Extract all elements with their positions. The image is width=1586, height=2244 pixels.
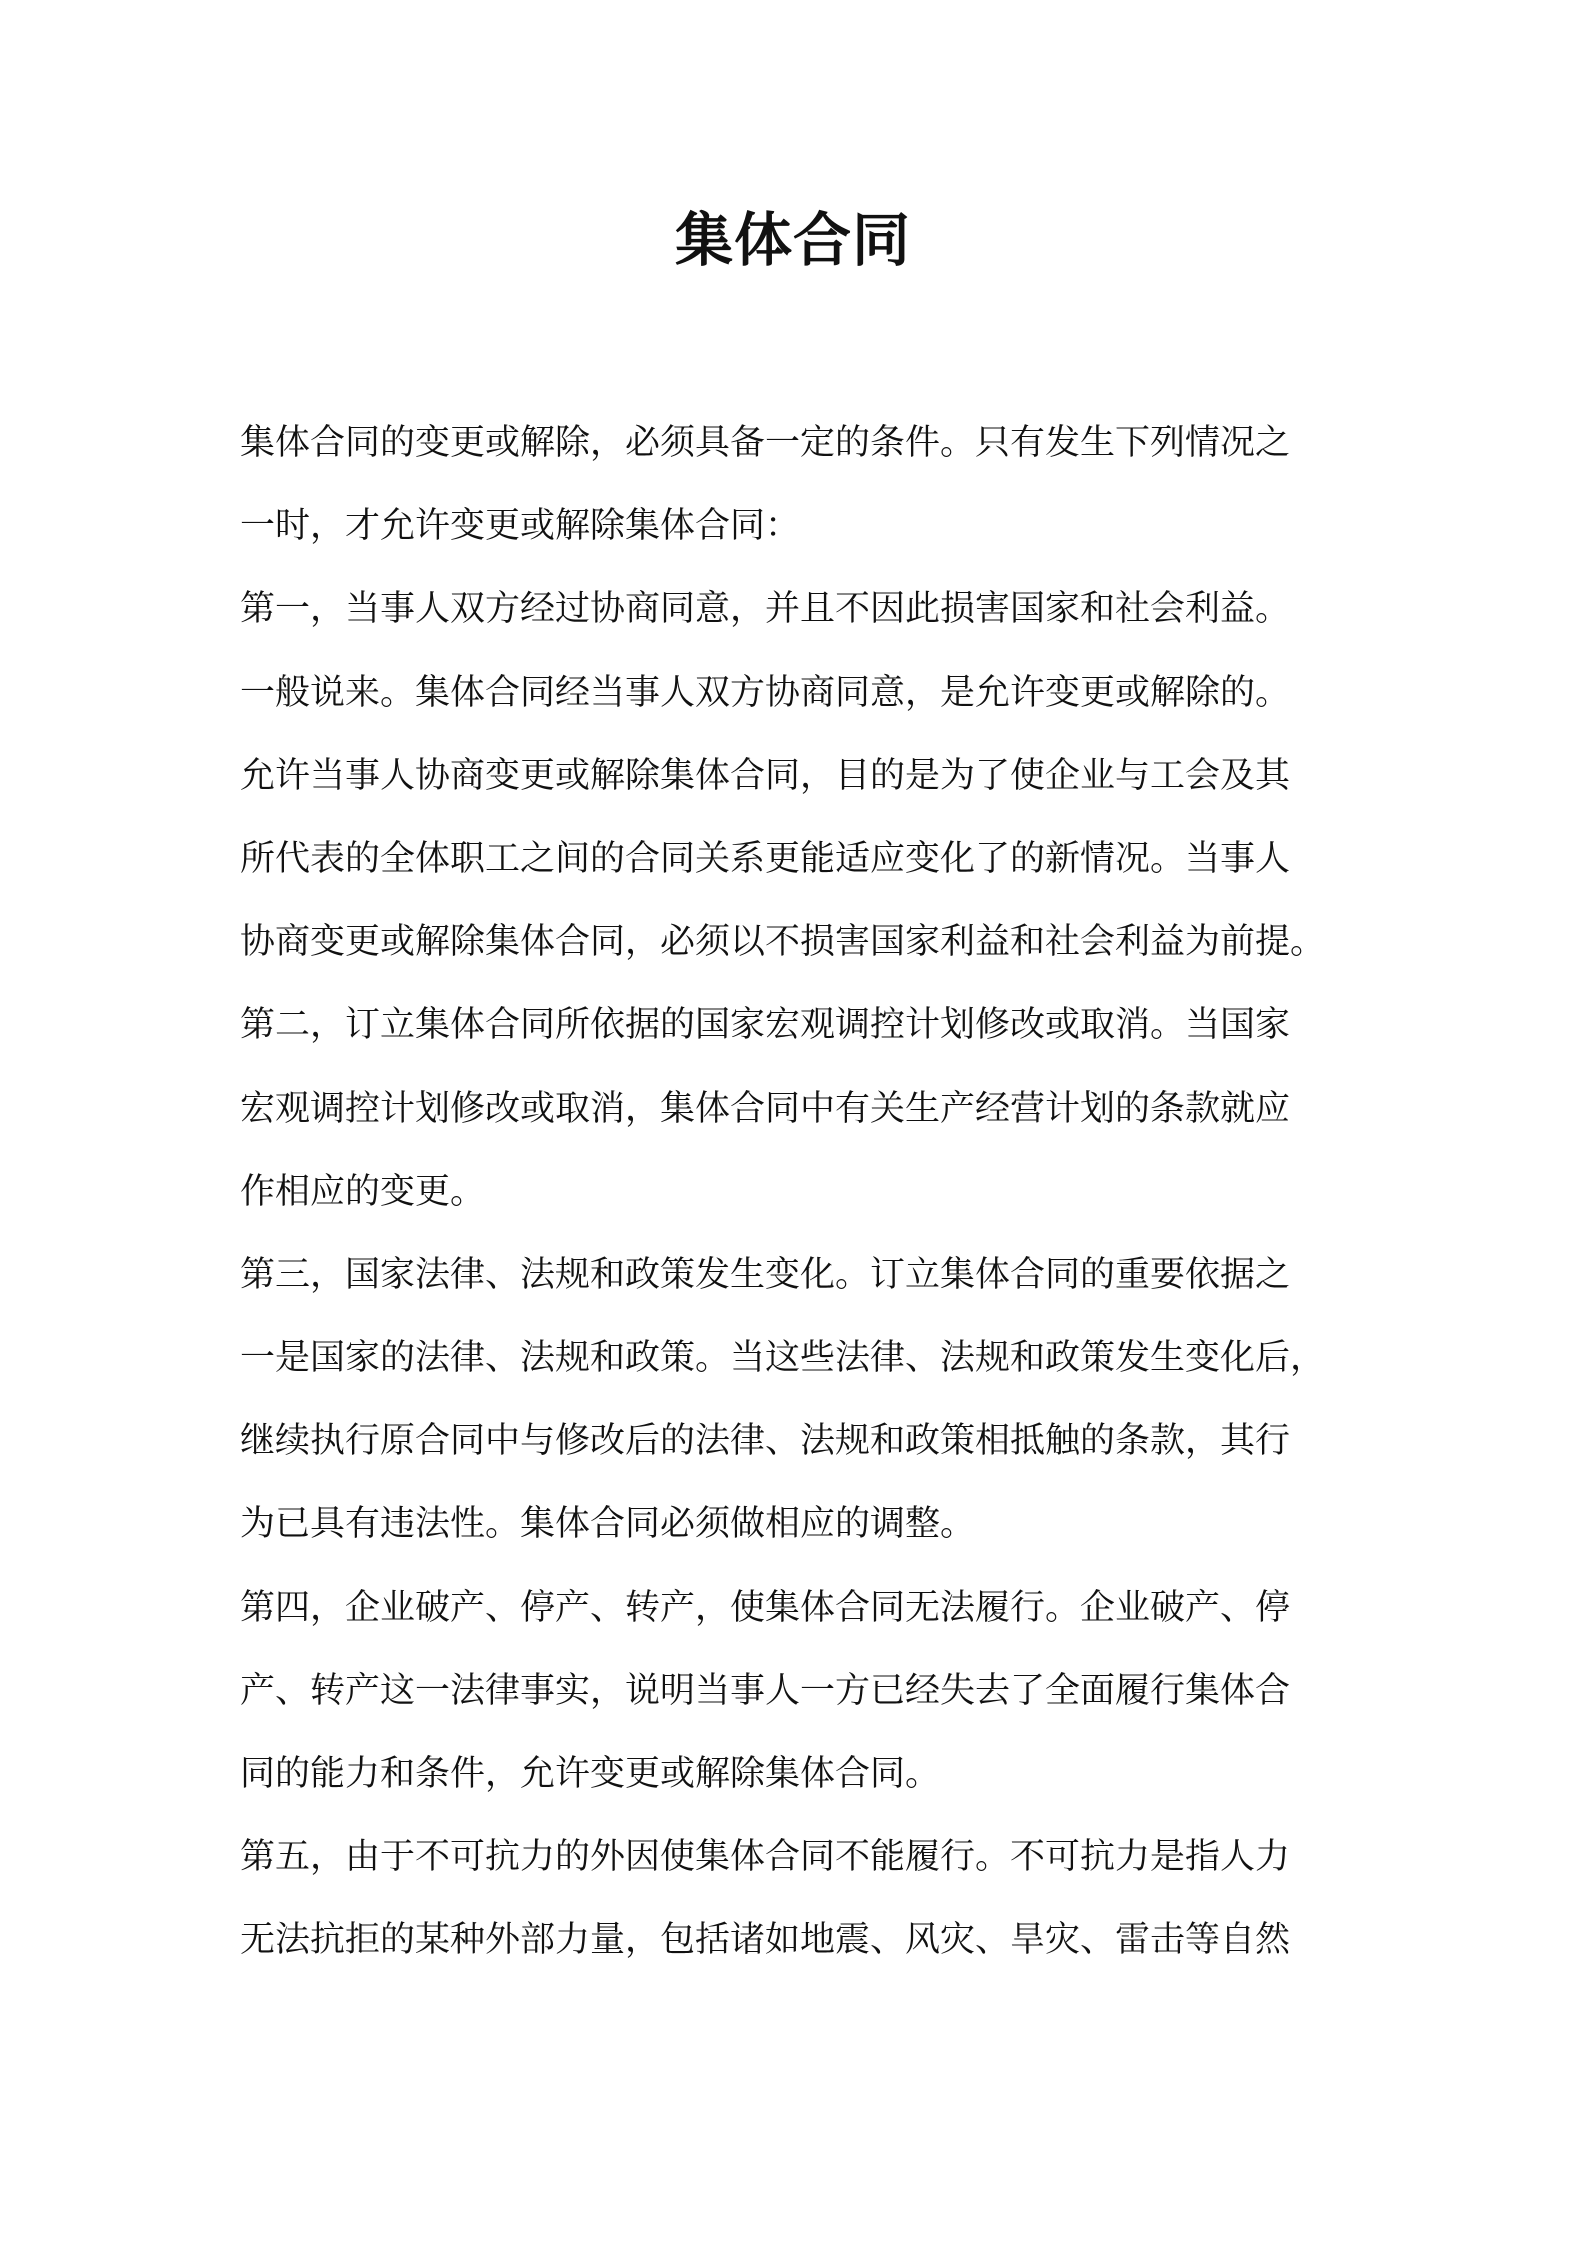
document-title: 集体合同 xyxy=(674,206,911,274)
body-line: 一般说来。集体合同经当事人双方协商同意，是允许变更或解除的。 xyxy=(240,672,1291,713)
body-line: 无法抗拒的某种外部力量，包括诸如地震、风灾、旱灾、雷击等自然 xyxy=(240,1920,1291,1961)
body-line: 第五，由于不可抗力的外因使集体合同不能履行。不可抗力是指人力 xyxy=(240,1837,1291,1878)
body-line: 宏观调控计划修改或取消，集体合同中有关生产经营计划的条款就应 xyxy=(240,1088,1291,1129)
body-line: 第二，订立集体合同所依据的国家宏观调控计划修改或取消。当国家 xyxy=(240,1005,1291,1046)
body-line: 为已具有违法性。集体合同必须做相应的调整。 xyxy=(240,1504,976,1545)
body-line: 一是国家的法律、法规和政策。当这些法律、法规和政策发生变化后， xyxy=(240,1338,1326,1379)
body-line: 允许当事人协商变更或解除集体合同，目的是为了使企业与工会及其 xyxy=(240,755,1291,796)
document-body xyxy=(240,402,1360,1983)
body-line: 同的能力和条件，允许变更或解除集体合同。 xyxy=(240,1754,941,1794)
body-line: 所代表的全体职工之间的合同关系更能适应变化了的新情况。当事人 xyxy=(240,838,1291,879)
body-line: 第一，当事人双方经过协商同意，并且不因此损害国家和社会利益。 xyxy=(240,589,1291,630)
body-line: 第三，国家法律、法规和政策发生变化。订立集体合同的重要依据之 xyxy=(240,1254,1291,1295)
body-line: 产、转产这一法律事实，说明当事人一方已经失去了全面履行集体合 xyxy=(240,1670,1291,1711)
body-line: 一时，才允许变更或解除集体合同： xyxy=(240,506,801,547)
body-line: 协商变更或解除集体合同，必须以不损害国家利益和社会利益为前提。 xyxy=(240,922,1326,963)
body-line: 作相应的变更。 xyxy=(240,1171,486,1212)
body-line: 第四，企业破产、停产、转产，使集体合同无法履行。企业破产、停 xyxy=(240,1587,1291,1628)
body-line: 继续执行原合同中与修改后的法律、法规和政策相抵触的条款，其行 xyxy=(240,1421,1291,1462)
body-line: 集体合同的变更或解除，必须具备一定的条件。只有发生下列情况之 xyxy=(240,423,1291,463)
